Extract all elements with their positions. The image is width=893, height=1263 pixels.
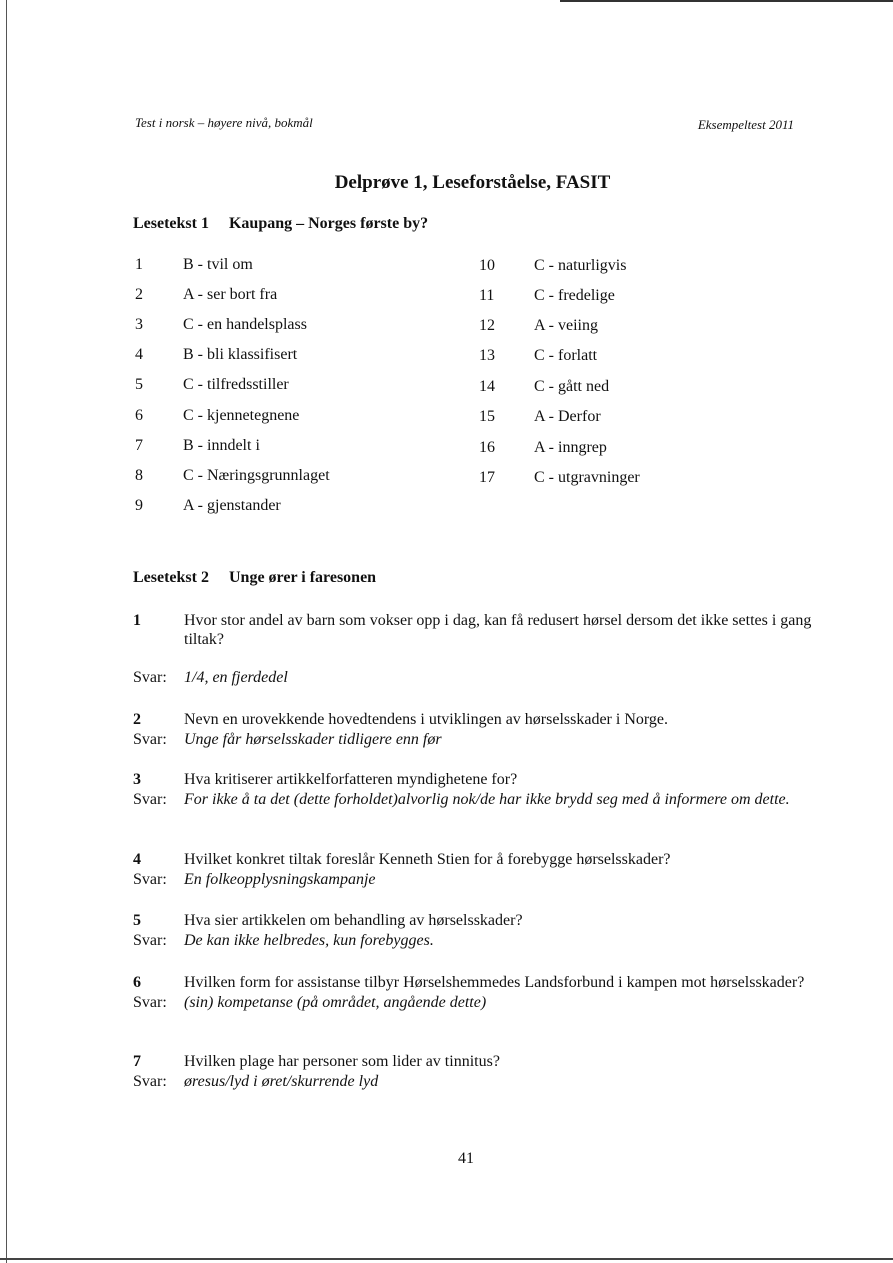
answer-text: A - gjenstander [183, 497, 281, 514]
answer-number: 10 [479, 257, 495, 274]
answer-text: A - ser bort fra [183, 286, 278, 303]
answer-number: 16 [479, 439, 495, 456]
answer-text: C - naturligvis [534, 257, 627, 274]
question-block [133, 770, 823, 809]
answer-number: 9 [135, 497, 143, 514]
answer-number: 6 [135, 407, 143, 424]
answer-text: C - tilfredsstiller [183, 376, 289, 393]
svar-row [133, 730, 823, 749]
svar-row [133, 790, 823, 809]
svar-row [133, 1072, 823, 1091]
answer-number: 2 [135, 286, 143, 303]
question-number: 6 [133, 974, 141, 991]
answer-text: C - en handelsplass [183, 316, 307, 333]
answer-number: 3 [135, 316, 143, 333]
lesetekst2-heading [133, 569, 376, 587]
lesetekst1-title: Kaupang – Norges første by? [228, 215, 429, 232]
question-number: 1 [133, 612, 141, 629]
answer-text: A - Derfor [534, 408, 601, 425]
lesetekst2-label: Lesetekst 2 [133, 569, 209, 586]
svar-label: Svar: [133, 932, 167, 949]
answer-text: B - bli klassifisert [183, 346, 298, 363]
question-number: 2 [133, 711, 141, 728]
lesetekst1-label: Lesetekst 1 [133, 215, 209, 232]
answer-text: En folkeopplysningskampanje [184, 871, 376, 888]
svar-row [133, 870, 823, 889]
answer-number: 13 [479, 347, 495, 364]
lesetekst1-heading [133, 215, 428, 233]
answer-number: 7 [135, 437, 143, 454]
svar-row [133, 993, 823, 1012]
question-number: 4 [133, 851, 141, 868]
question-number: 5 [133, 912, 141, 929]
svar-row [133, 668, 823, 687]
question-number: 7 [133, 1053, 141, 1070]
page-number: 41 [458, 1150, 474, 1167]
scan-edge-top [560, 0, 893, 2]
answer-text: De kan ikke helbredes, kun forebygges. [184, 932, 434, 949]
question-block [133, 850, 823, 889]
page-title: Delprøve 1, Leseforståelse, FASIT [334, 172, 611, 193]
answer-text: C - kjennetegnene [183, 407, 300, 424]
question-text: Hvilken form for assistanse tilbyr Hørselshemmedes Landsforbund i kampen mot hørselsskader? [184, 974, 805, 991]
question-block [133, 911, 823, 950]
question-text: Hvilket konkret tiltak foreslår Kenneth Stien for å forebygge hørselsskader? [184, 851, 671, 868]
header-test-name: Test i norsk – høyere nivå, bokmål [135, 115, 313, 130]
answer-text: C - forlatt [534, 347, 598, 364]
question-number: 3 [133, 771, 141, 788]
question-block [133, 710, 823, 749]
answer-number: 5 [135, 376, 143, 393]
answer-text: For ikke å ta det (dette forholdet)alvorlig nok/de har ikke brydd seg med å informere om dette. [184, 791, 790, 808]
question-block [133, 1052, 823, 1091]
question-block [133, 973, 823, 1012]
svar-label: Svar: [133, 731, 167, 748]
answer-text: B - tvil om [183, 256, 253, 273]
answer-text: 1/4, en fjerdedel [184, 669, 288, 686]
question-text: Hvor stor andel av barn som vokser opp i dag, kan få redusert hørsel dersom det ikke settes i gang tiltak? [184, 612, 812, 648]
answer-text: C - Næringsgrunnlaget [183, 467, 330, 484]
question-text: Hva sier artikkelen om behandling av hørselsskader? [184, 912, 523, 929]
answer-number: 14 [479, 378, 495, 395]
header-edition: Eksempeltest 2011 [697, 117, 794, 132]
answer-number: 11 [479, 287, 495, 304]
svar-label: Svar: [133, 1073, 167, 1090]
svar-label: Svar: [133, 994, 167, 1011]
question-text: Hva kritiserer artikkelforfatteren myndighetene for? [184, 771, 518, 788]
answer-number: 4 [135, 346, 143, 363]
answer-number: 15 [479, 408, 495, 425]
answer-text: C - fredelige [534, 287, 615, 304]
answer-text: C - gått ned [534, 378, 610, 395]
answer-number: 17 [479, 469, 495, 486]
answer-text: øresus/lyd i øret/skurrende lyd [184, 1073, 379, 1090]
svar-row [133, 931, 823, 950]
question-text: Nevn en urovekkende hovedtendens i utviklingen av hørselsskader i Norge. [184, 711, 669, 728]
svar-label: Svar: [133, 871, 167, 888]
question-text: Hvilken plage har personer som lider av tinnitus? [184, 1053, 500, 1070]
lesetekst2-title: Unge ører i faresonen [228, 569, 377, 586]
question-block [133, 611, 823, 687]
answer-text: B - inndelt i [183, 437, 260, 454]
answer-number: 8 [135, 467, 143, 484]
answer-text: Unge får hørselsskader tidligere enn før [184, 731, 442, 748]
answer-text: C - utgravninger [534, 469, 640, 486]
answer-number: 1 [135, 256, 143, 273]
svar-label: Svar: [133, 669, 167, 686]
svar-label: Svar: [133, 791, 167, 808]
scan-edge-bottom [0, 1258, 893, 1260]
answer-text: A - inngrep [534, 439, 607, 456]
answer-text: A - veiing [534, 317, 598, 334]
answer-number: 12 [479, 317, 495, 334]
answer-text: (sin) kompetanse (på området, angående dette) [184, 994, 487, 1011]
